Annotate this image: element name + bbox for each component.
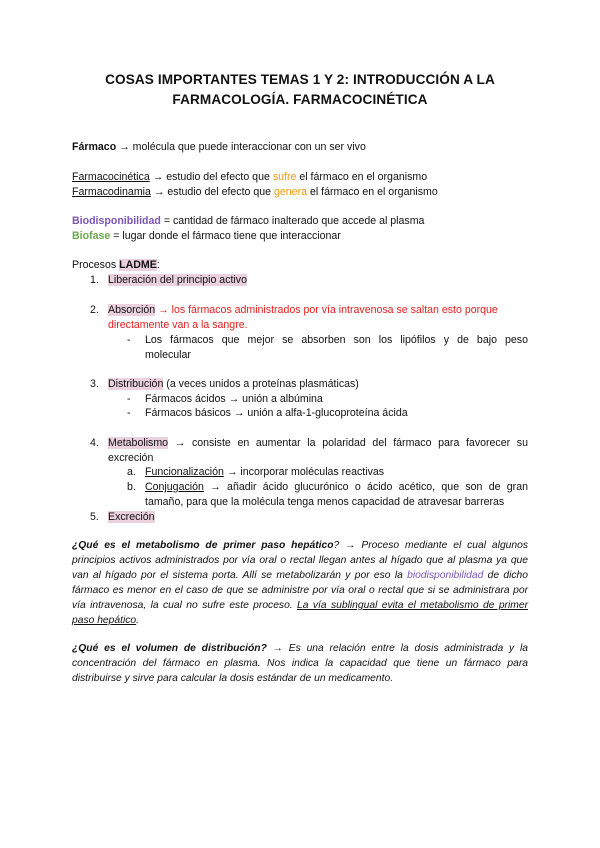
intro-pre: Procesos bbox=[72, 259, 120, 271]
sub-item-lipofilos: Los fármacos que mejor se absorben son los lipófilos y de bajo peso bbox=[145, 334, 528, 346]
item-label: Metabolismo bbox=[108, 437, 169, 449]
item-label: Excreción bbox=[108, 511, 155, 523]
term: Fármaco bbox=[72, 141, 117, 153]
bullet-dash: - bbox=[127, 407, 131, 419]
question-volumen-distribucion bbox=[72, 641, 528, 686]
answer-text: → Proceso mediante el cual algunos principios activos administrados por vía oral o rectal llegan antes al hígado que al plasma ya que van al hígado por el sistema porta. Allí se metabolizarán y por eso la bbox=[72, 540, 528, 581]
sub-term: Funcionalización bbox=[145, 466, 224, 478]
title-line-2: FARMACOLOGÍA. FARMACOCINÉTICA bbox=[172, 92, 428, 107]
item-text-cont: excreción bbox=[108, 452, 154, 464]
def-farmacocinetica bbox=[72, 170, 427, 184]
sub-def: → añadir ácido glucurónico o ácido acético, que son de gran bbox=[203, 481, 528, 493]
question-text: ¿Qué es el metabolismo de primer paso hepático bbox=[72, 540, 334, 551]
def-farmaco bbox=[72, 140, 366, 154]
list-item-metabolismo bbox=[108, 436, 528, 450]
answer-text: → Es una relación entre la dosis administrada y la concentración del fármaco en plasma. Nos indica la capacidad que tiene un fármaco para distribuirse y sirve para calcular la dosis estándar de un medicamento. bbox=[72, 643, 528, 684]
sub-term: Conjugación bbox=[145, 481, 204, 493]
definition: = cantidad de fármaco inalterado que accede al plasma bbox=[160, 215, 425, 227]
sub-item-basicos: Fármacos básicos → unión a alfa-1-glucoproteína ácida bbox=[145, 407, 408, 419]
verb-sufre: sufre bbox=[272, 171, 297, 183]
list-number: 1. bbox=[90, 274, 99, 286]
term: Farmacocinética bbox=[72, 171, 150, 183]
def-biodisponibilidad bbox=[72, 214, 424, 228]
question-mark: ? bbox=[333, 540, 340, 551]
question-text: ¿Qué es el volumen de distribución? bbox=[72, 643, 267, 654]
item-text: → los fármacos administrados por vía intravenosa se saltan esto porque bbox=[155, 304, 498, 316]
sub-item-funcionalizacion bbox=[145, 465, 384, 479]
sub-item-acidos: Fármacos ácidos → unión a albúmina bbox=[145, 393, 323, 405]
ladme-intro bbox=[72, 258, 160, 272]
bullet-dash: - bbox=[127, 334, 131, 346]
bullet-dash: - bbox=[127, 393, 131, 405]
definition-post: el fármaco en el organismo bbox=[307, 186, 438, 198]
answer-underlined: La vía sublingual evita el metabolismo de primer paso hepático bbox=[72, 600, 529, 626]
item-text: (a veces unidos a proteínas plasmáticas) bbox=[163, 378, 359, 390]
ladme-term: LADME bbox=[119, 259, 157, 271]
definition: = lugar donde el fármaco tiene que interaccionar bbox=[110, 230, 341, 242]
definition-post: el fármaco en el organismo bbox=[296, 171, 428, 183]
definition: → molécula que puede interaccionar con un ser vivo bbox=[116, 141, 366, 153]
sub-item-conjugacion-cont: tamaño, para que la molécula tenga menos capacidad de atravesar barreras bbox=[145, 496, 505, 508]
item-label: Distribución bbox=[108, 378, 164, 390]
term: Farmacodinamia bbox=[72, 186, 151, 198]
answer-text-2: de dicho fármaco es menor en el caso de que se administre por vía oral o rectal que si se administrara por vía intravenosa, la cual no sufre este proceso. bbox=[72, 570, 528, 611]
list-number: 4. bbox=[90, 437, 99, 449]
list-item-absorcion bbox=[108, 303, 498, 317]
answer-term: biodisponibilidad bbox=[407, 570, 484, 581]
intro-post: : bbox=[156, 259, 160, 271]
sub-item-lipofilos-cont: molecular bbox=[145, 349, 191, 361]
definition-pre: → estudio del efecto que bbox=[150, 186, 274, 198]
term: Biodisponibilidad bbox=[72, 215, 161, 227]
def-farmacodinamia bbox=[72, 185, 438, 199]
item-text-cont: directamente van a la sangre. bbox=[108, 319, 248, 331]
title-line-1: COSAS IMPORTANTES TEMAS 1 Y 2: INTRODUCCIÓN A LA bbox=[105, 72, 495, 87]
list-number: 5. bbox=[90, 511, 99, 523]
document-title bbox=[60, 70, 540, 110]
answer-end: . bbox=[136, 615, 139, 626]
list-item-liberacion bbox=[108, 273, 247, 287]
list-item-excrecion bbox=[108, 510, 155, 524]
sub-item-conjugacion bbox=[145, 480, 528, 494]
sub-def: → incorporar moléculas reactivas bbox=[223, 466, 385, 478]
definition-pre: → estudio del efecto que bbox=[149, 171, 273, 183]
question-primer-paso bbox=[72, 538, 528, 628]
list-number: 2. bbox=[90, 304, 99, 316]
def-biofase bbox=[72, 229, 341, 243]
sub-marker: a. bbox=[127, 466, 136, 478]
item-label: Absorción bbox=[108, 304, 156, 316]
list-number: 3. bbox=[90, 378, 99, 390]
list-item-distribucion bbox=[108, 377, 359, 391]
item-label: Liberación del principio activo bbox=[108, 274, 247, 286]
item-text: → consiste en aumentar la polaridad del fármaco para favorecer su bbox=[168, 437, 528, 449]
term: Biofase bbox=[72, 230, 111, 242]
verb-genera: genera bbox=[274, 186, 307, 198]
sub-marker: b. bbox=[127, 481, 136, 493]
